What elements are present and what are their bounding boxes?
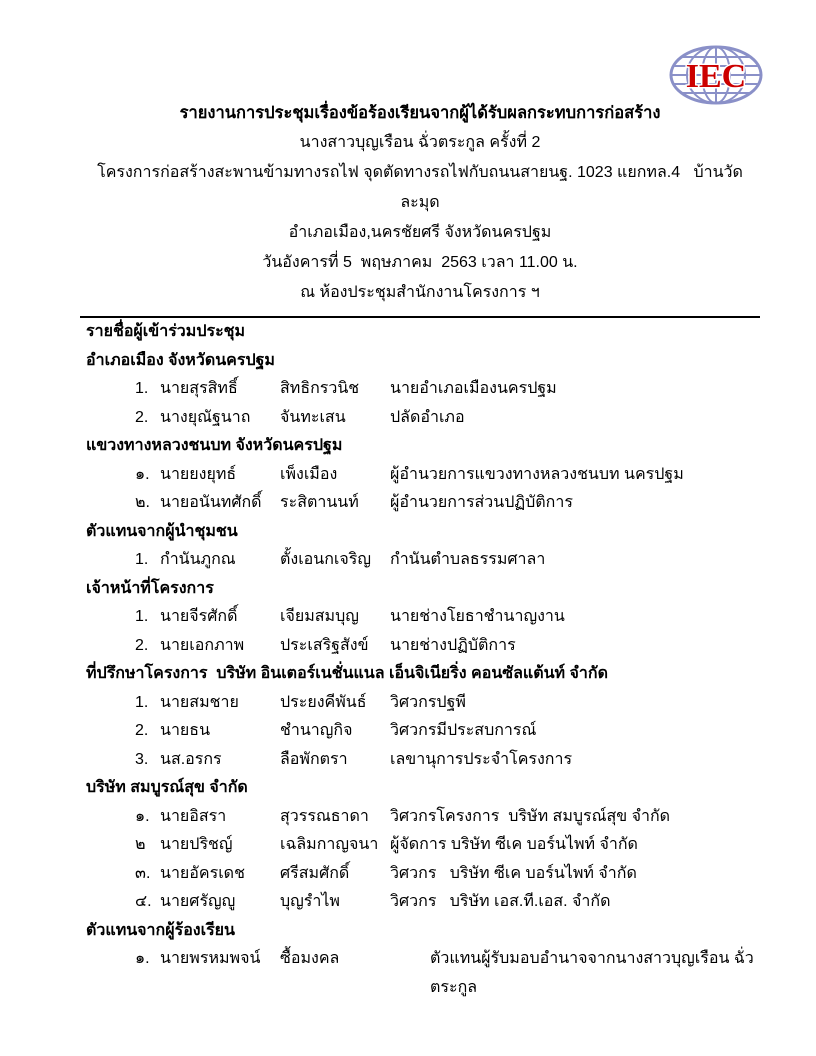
logo-text: IEC	[685, 58, 747, 95]
attendee-number: 1.	[135, 380, 149, 397]
attendee-last-name: ชำนาญกิจ	[280, 722, 353, 739]
attendee-first-name: นายเอกภาพ	[160, 636, 245, 654]
attendee-last-name: บุญรำไพ	[280, 893, 340, 910]
attendee-row	[135, 489, 760, 518]
date-line: วันอังคารที่ 5 พฤษภาคม 2563 เวลา 11.00 น.	[262, 254, 578, 271]
attendee-last-name: เพ็งเมือง	[280, 465, 338, 483]
attendee-number: ๔.	[135, 893, 152, 910]
attendee-position: วิศวกรมีประสบการณ์	[390, 722, 537, 739]
section-project-staff	[80, 575, 760, 661]
section-heading: ตัวแทนจากผู้นำชุมชน	[86, 522, 238, 540]
attendee-last-name: เจียมสมบุญ	[280, 608, 359, 625]
attendee-row	[135, 803, 760, 832]
attendee-first-name: นายอนันทศักดิ์	[160, 494, 262, 511]
attendee-first-name: นายพรหมพจน์	[160, 950, 261, 967]
attendee-row	[135, 860, 760, 889]
attendee-number: 2.	[135, 636, 149, 654]
attendee-number: ๑.	[135, 465, 150, 483]
attendee-first-name: นส.อรกร	[160, 750, 222, 768]
project-line: โครงการก่อสร้างสะพานข้ามทางรถไฟ จุดตัดทางรถไฟกับถนนสายนฐ. 1023 แยกทล.4 บ้านวัดละมุด	[97, 164, 743, 211]
attendee-position: วิศวกร บริษัท ซีเค บอร์นไพท์ จำกัด	[390, 864, 637, 882]
attendee-row	[135, 746, 760, 775]
attendee-first-name: นายอัครเดช	[160, 864, 245, 882]
attendee-number: 3.	[135, 750, 149, 768]
attendee-last-name: ศรีสมศักดิ์	[280, 864, 350, 882]
globe-icon	[668, 44, 764, 106]
attendee-number: ๑.	[135, 807, 150, 825]
section-heading: ตัวแทนจากผู้ร้องเรียน	[86, 921, 235, 939]
complainant-line: นางสาวบุญเรือน ฉั่วตระกูล ครั้งที่ 2	[299, 134, 541, 151]
attendee-row	[135, 717, 760, 746]
attendee-row	[135, 603, 760, 632]
attendee-position: ผู้อำนวยการส่วนปฏิบัติการ	[390, 494, 573, 511]
attendee-first-name: นายอิสรา	[160, 807, 227, 825]
attendee-position: นายช่างปฏิบัติการ	[390, 636, 516, 654]
attendee-first-name: นายสมชาย	[160, 693, 239, 711]
attendee-number: 2.	[135, 408, 149, 426]
attendee-first-name: นายปริชญ์	[160, 836, 233, 853]
attendee-first-name: กำนันภูกณ	[160, 551, 236, 568]
attendee-row	[135, 831, 760, 860]
section-heading: อำเภอเมือง จังหวัดนครปฐม	[86, 351, 275, 369]
attendee-last-name: สุวรรณธาดา	[280, 807, 369, 825]
section-district-office	[80, 347, 760, 433]
attendee-row	[135, 375, 760, 404]
section-complainant-representative	[80, 917, 760, 1003]
attendee-last-name: เฉลิมกาญจนา	[280, 836, 379, 853]
attendee-first-name: นายศรัญญู	[160, 893, 236, 910]
attendees-heading: รายชื่อผู้เข้าร่วมประชุม	[86, 323, 246, 340]
section-heading: แขวงทางหลวงชนบท จังหวัดนครปฐม	[86, 437, 343, 454]
attendee-last-name: ซื้อมงคล	[280, 950, 340, 967]
attendee-position: ปลัดอำเภอ	[390, 408, 465, 426]
attendee-first-name: นางยุณัฐนาถ	[160, 408, 251, 426]
attendee-first-name: นายสุรสิทธิ์	[160, 380, 238, 397]
document-title: รายงานการประชุมเรื่องข้อร้องเรียนจากผู้ได้รับผลกระทบการก่อสร้าง	[179, 104, 661, 122]
attendee-row	[135, 546, 760, 575]
attendee-position: ผู้อำนวยการแขวงทางหลวงชนบท นครปฐม	[390, 465, 684, 483]
section-heading: ที่ปรึกษาโครงการ บริษัท อินเตอร์เนชั่นแนล เอ็นจิเนียริ่ง คอนซัลแต้นท์ จำกัด	[86, 665, 608, 682]
attendee-number: 1.	[135, 693, 149, 711]
attendee-number: ๓.	[135, 864, 151, 882]
attendee-last-name: ตั้งเอนกเจริญ	[280, 551, 371, 568]
venue-line: ณ ห้องประชุมสำนักงานโครงการ ฯ	[300, 284, 540, 301]
attendee-last-name: ประยงคีพันธ์	[280, 693, 367, 711]
section-heading: เจ้าหน้าที่โครงการ	[86, 579, 214, 597]
attendee-number: ๒	[135, 836, 146, 853]
attendee-first-name: นายยงยุทธ์	[160, 465, 237, 483]
attendee-number: 1.	[135, 608, 149, 625]
attendee-last-name: สิทธิกรวนิช	[280, 380, 360, 397]
attendee-last-name: จันทะเสน	[280, 408, 346, 426]
attendee-last-name: ลือพักตรา	[280, 750, 348, 768]
attendee-row	[135, 404, 760, 433]
attendee-number: ๑.	[135, 950, 150, 967]
attendee-row	[135, 888, 760, 917]
attendee-position: นายอำเภอเมืองนครปฐม	[390, 380, 557, 397]
attendee-position: ตัวแทนผู้รับมอบอำนาจจากนางสาวบุญเรือน ฉั่วตระกูล	[430, 950, 754, 996]
section-community-leaders	[80, 518, 760, 575]
attendee-last-name: ประเสริฐสังข์	[280, 636, 369, 654]
attendee-first-name: นายธน	[160, 722, 210, 739]
section-consultant	[80, 660, 760, 774]
attendee-position: วิศวกรโครงการ บริษัท สมบูรณ์สุข จำกัด	[390, 807, 671, 825]
attendee-row	[135, 632, 760, 661]
district-line: อำเภอเมือง,นครชัยศรี จังหวัดนครปฐม	[288, 224, 552, 241]
attendee-position: กำนันตำบลธรรมศาลา	[390, 551, 546, 568]
iec-logo	[668, 44, 764, 106]
attendee-position: วิศวกรปฐพี	[390, 693, 466, 711]
attendee-position: วิศวกร บริษัท เอส.ที.เอส. จำกัด	[390, 893, 611, 910]
attendee-position: ผู้จัดการ บริษัท ซีเค บอร์นไพท์ จำกัด	[390, 836, 638, 853]
attendee-row	[135, 945, 760, 1002]
attendee-number: ๒.	[135, 494, 150, 511]
attendee-number: 1.	[135, 551, 149, 568]
attendee-first-name: นายจีรศักดิ์	[160, 608, 238, 625]
attendee-row	[135, 689, 760, 718]
section-rural-highways	[80, 432, 760, 518]
section-heading: บริษัท สมบูรณ์สุข จำกัด	[86, 779, 248, 796]
attendee-position: นายช่างโยธาชำนาญงาน	[390, 608, 565, 625]
attendee-last-name: ระสิตานนท์	[280, 494, 359, 511]
attendee-position: เลขานุการประจำโครงการ	[390, 750, 573, 768]
attendee-number: 2.	[135, 722, 149, 739]
attendee-row	[135, 461, 760, 490]
section-somboonsuk-company	[80, 774, 760, 917]
